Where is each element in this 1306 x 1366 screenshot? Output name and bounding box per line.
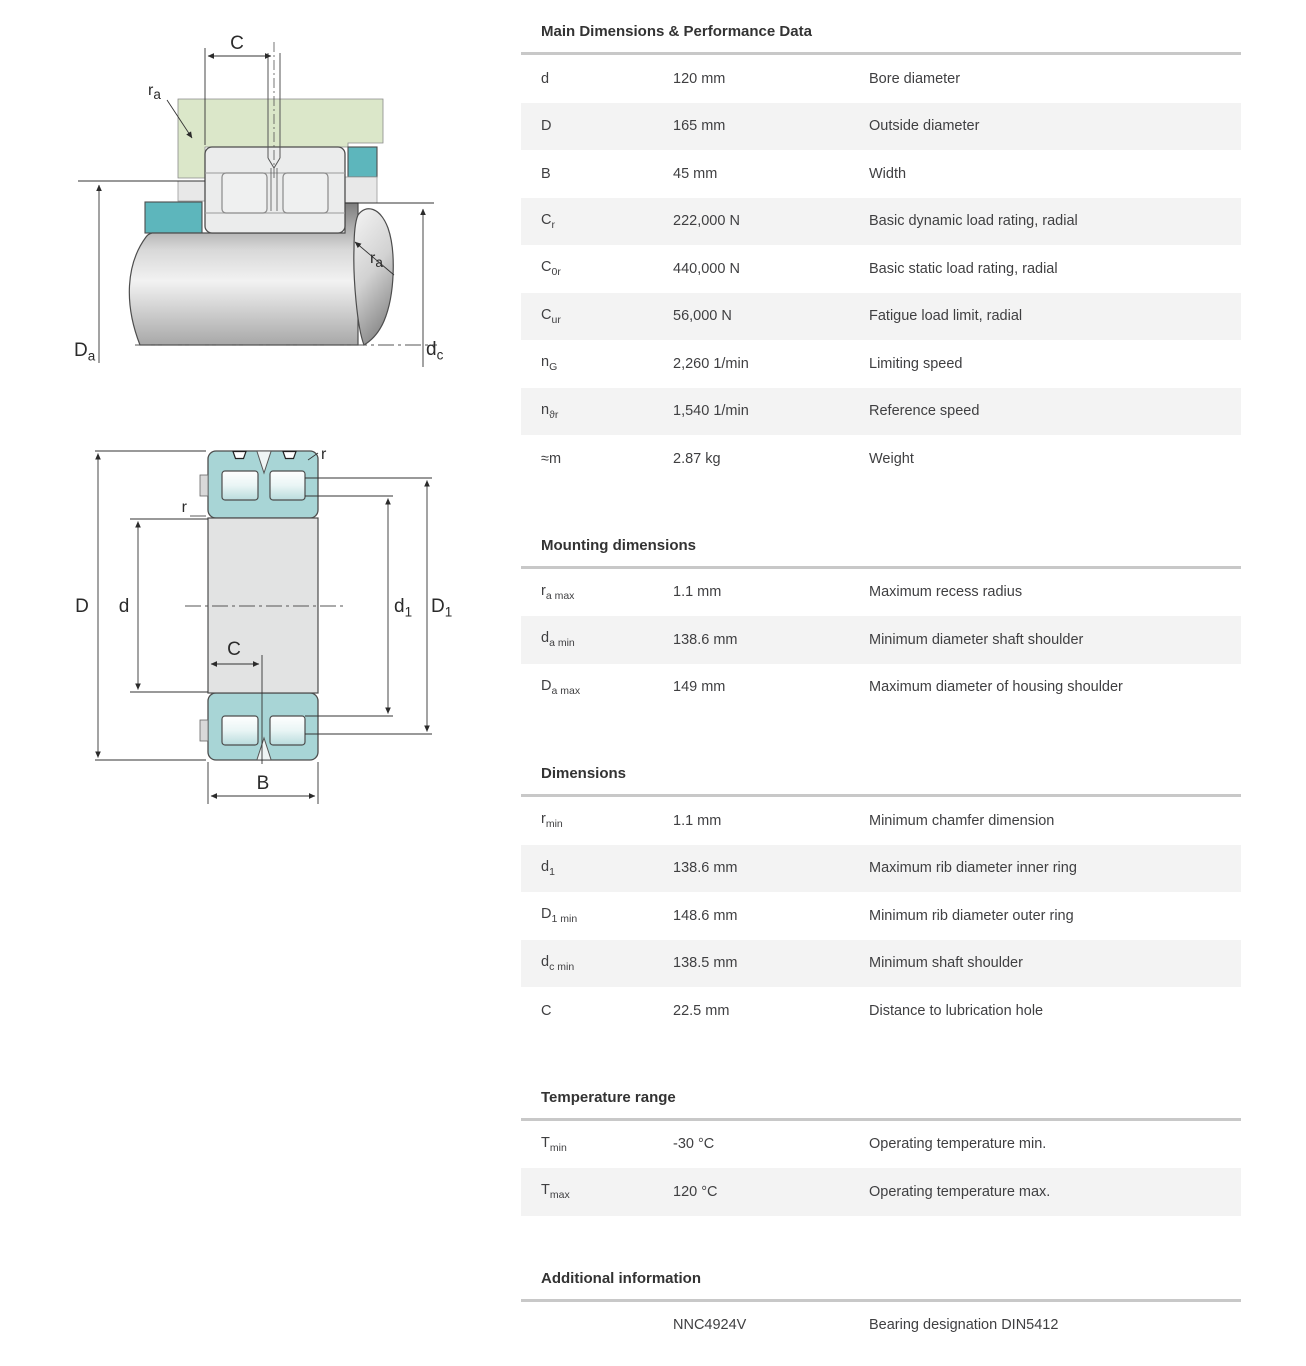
value-cell: 149 mm: [673, 679, 726, 696]
value-cell: 2.87 kg: [673, 450, 721, 467]
symbol-cell: [521, 583, 673, 602]
table-row: [521, 388, 1241, 436]
table-row: [521, 435, 1241, 483]
table-section: [521, 1268, 1241, 1350]
value-cell: 22.5 mm: [673, 1002, 730, 1019]
description-cell: Bore diameter: [869, 70, 961, 87]
table-section: [521, 535, 1241, 712]
symbol-subscript: r: [551, 218, 555, 231]
symbol-base: T: [541, 1134, 550, 1151]
description-cell: Operating temperature min.: [869, 1136, 1047, 1153]
dim-label-r-left: r: [181, 499, 187, 516]
symbol-base: r: [541, 582, 546, 599]
symbol-base: C: [541, 259, 552, 276]
symbol-base: D: [541, 677, 552, 694]
symbol-base: ≈m: [541, 450, 562, 467]
value-cell: 138.6 mm: [673, 631, 738, 648]
section-title: Main Dimensions & Performance Data: [521, 21, 1241, 55]
symbol-subscript: 0r: [551, 266, 561, 279]
section-title: Dimensions: [521, 763, 1241, 797]
symbol-subscript: max: [549, 1189, 570, 1202]
symbol-cell: [521, 1003, 673, 1019]
spacer-right: [345, 177, 377, 203]
locating-ring-right: [348, 147, 377, 177]
symbol-base: D: [541, 118, 552, 135]
symbol-cell: [521, 212, 673, 231]
value-cell: 138.6 mm: [673, 860, 738, 877]
technical-drawings: [0, 0, 520, 1366]
table-row: [521, 845, 1241, 893]
symbol-subscript: c min: [549, 960, 575, 973]
table-row: [521, 892, 1241, 940]
symbol-cell: [521, 811, 673, 830]
description-cell: Distance to lubrication hole: [869, 1002, 1044, 1019]
section-title: Temperature range: [521, 1087, 1241, 1121]
section-title: Additional information: [521, 1268, 1241, 1302]
spec-tables: [521, 0, 1241, 1349]
value-cell: 165 mm: [673, 118, 726, 135]
section-rows: [521, 1302, 1241, 1350]
roller-right: [283, 173, 328, 213]
dim-label-C: C: [227, 639, 241, 660]
symbol-base: d: [541, 630, 550, 647]
symbol-base: B: [541, 165, 551, 182]
symbol-subscript: a max: [551, 684, 581, 697]
table-row: [521, 616, 1241, 664]
symbol-cell: [521, 354, 673, 373]
symbol-base: d: [541, 953, 550, 970]
roller: [270, 716, 305, 745]
value-cell: 1.1 mm: [673, 812, 722, 829]
symbol-base: C: [541, 1002, 552, 1019]
description-cell: Outside diameter: [869, 118, 980, 135]
roller: [222, 716, 258, 745]
symbol-base: d: [541, 858, 550, 875]
description-cell: Maximum diameter of housing shoulder: [869, 679, 1123, 696]
dim-label-Da: $D_a$: [74, 340, 96, 364]
table-row: [521, 1168, 1241, 1216]
symbol-subscript: 1 min: [551, 913, 578, 926]
table-row: [521, 797, 1241, 845]
symbol-cell: [521, 1182, 673, 1201]
table-row: [521, 103, 1241, 151]
table-row: [521, 293, 1241, 341]
symbol-subscript: min: [549, 1141, 567, 1154]
description-cell: Bearing designation DIN5412: [869, 1317, 1059, 1334]
description-cell: Minimum chamfer dimension: [869, 812, 1055, 829]
description-cell: Basic dynamic load rating, radial: [869, 213, 1078, 230]
value-cell: 120 °C: [673, 1183, 718, 1200]
dim-label-ra-top: $r_a$: [148, 82, 161, 102]
symbol-cell: [521, 954, 673, 973]
value-cell: 120 mm: [673, 70, 726, 87]
table-row: [521, 1121, 1241, 1169]
table-row: [521, 987, 1241, 1035]
table-row: [521, 664, 1241, 712]
dim-label-d1: $d_1$: [394, 596, 413, 620]
symbol-cell: [521, 166, 673, 182]
description-cell: Minimum shaft shoulder: [869, 955, 1023, 972]
dim-label-C: C: [230, 33, 244, 54]
value-cell: NNC4924V: [673, 1317, 747, 1334]
table-section: [521, 763, 1241, 1035]
value-cell: -30 °C: [673, 1136, 715, 1153]
symbol-cell: [521, 678, 673, 697]
dim-label-D1: $D_1$: [431, 596, 453, 620]
section-title: Mounting dimensions: [521, 535, 1241, 569]
description-cell: Width: [869, 165, 907, 182]
value-cell: 2,260 1/min: [673, 355, 749, 372]
dim-label-r-top: r: [321, 446, 327, 463]
table-row: [521, 150, 1241, 198]
dim-label-D: D: [75, 596, 89, 617]
description-cell: Fatigue load limit, radial: [869, 308, 1023, 325]
symbol-base: C: [541, 211, 552, 228]
lube-notch-2: [283, 452, 296, 459]
symbol-cell: [521, 906, 673, 925]
symbol-base: n: [541, 354, 550, 371]
description-cell: Weight: [869, 450, 914, 467]
spacer-left: [178, 181, 205, 201]
symbol-subscript: G: [549, 361, 558, 374]
section-rows: [521, 569, 1241, 712]
roller: [270, 471, 305, 500]
symbol-subscript: min: [545, 818, 563, 831]
table-row: [521, 1302, 1241, 1350]
dim-label-dc: $d_c$: [426, 339, 444, 363]
roller: [222, 471, 258, 500]
value-cell: 222,000 N: [673, 213, 740, 230]
symbol-base: C: [541, 306, 552, 323]
table-section: [521, 1087, 1241, 1216]
value-cell: 45 mm: [673, 165, 718, 182]
value-cell: 1,540 1/min: [673, 403, 749, 420]
description-cell: Minimum diameter shaft shoulder: [869, 631, 1084, 648]
description-cell: Minimum rib diameter outer ring: [869, 907, 1074, 924]
shaft-fillet-break: [354, 209, 393, 345]
section-rows: [521, 55, 1241, 483]
value-cell: 56,000 N: [673, 308, 732, 325]
symbol-cell: [521, 118, 673, 134]
value-cell: 148.6 mm: [673, 907, 738, 924]
description-cell: Maximum recess radius: [869, 584, 1023, 601]
symbol-base: D: [541, 906, 552, 923]
symbol-subscript: a min: [549, 637, 575, 650]
symbol-cell: [521, 451, 673, 467]
symbol-cell: [521, 71, 673, 87]
value-cell: 138.5 mm: [673, 955, 738, 972]
symbol-subscript: ur: [551, 313, 561, 326]
symbol-cell: [521, 259, 673, 278]
symbol-cell: [521, 402, 673, 421]
symbol-cell: [521, 307, 673, 326]
dim-label-B: B: [256, 773, 270, 794]
description-cell: Operating temperature max.: [869, 1183, 1051, 1200]
table-row: [521, 245, 1241, 293]
bearing-cross-section-drawing: [60, 428, 460, 828]
description-cell: Limiting speed: [869, 355, 963, 372]
dim-label-d: d: [118, 596, 130, 617]
table-row: [521, 340, 1241, 388]
rib-stub: [200, 720, 208, 741]
description-cell: Reference speed: [869, 403, 980, 420]
description-cell: Basic static load rating, radial: [869, 260, 1058, 277]
mounting-drawing: [60, 18, 460, 398]
table-section: [521, 21, 1241, 483]
symbol-subscript: ϑr: [549, 408, 559, 421]
roller-left: [222, 173, 267, 213]
symbol-base: r: [541, 811, 546, 828]
symbol-subscript: a max: [545, 589, 575, 602]
rib-stub: [200, 475, 208, 496]
symbol-base: d: [541, 70, 550, 87]
table-row: [521, 55, 1241, 103]
dim-label-ra-bottom: $r_a$: [370, 250, 383, 270]
description-cell: Maximum rib diameter inner ring: [869, 860, 1077, 877]
section-rows: [521, 797, 1241, 1035]
value-cell: 1.1 mm: [673, 584, 722, 601]
lube-notch-1: [233, 452, 246, 459]
symbol-subscript: 1: [549, 865, 555, 878]
section-rows: [521, 1121, 1241, 1216]
symbol-cell: [521, 1135, 673, 1154]
table-row: [521, 569, 1241, 617]
symbol-cell: [521, 859, 673, 878]
table-row: [521, 198, 1241, 246]
symbol-base: T: [541, 1182, 550, 1199]
symbol-base: n: [541, 401, 550, 418]
locating-ring-left: [145, 202, 202, 233]
table-row: [521, 940, 1241, 988]
value-cell: 440,000 N: [673, 260, 740, 277]
symbol-cell: [521, 630, 673, 649]
